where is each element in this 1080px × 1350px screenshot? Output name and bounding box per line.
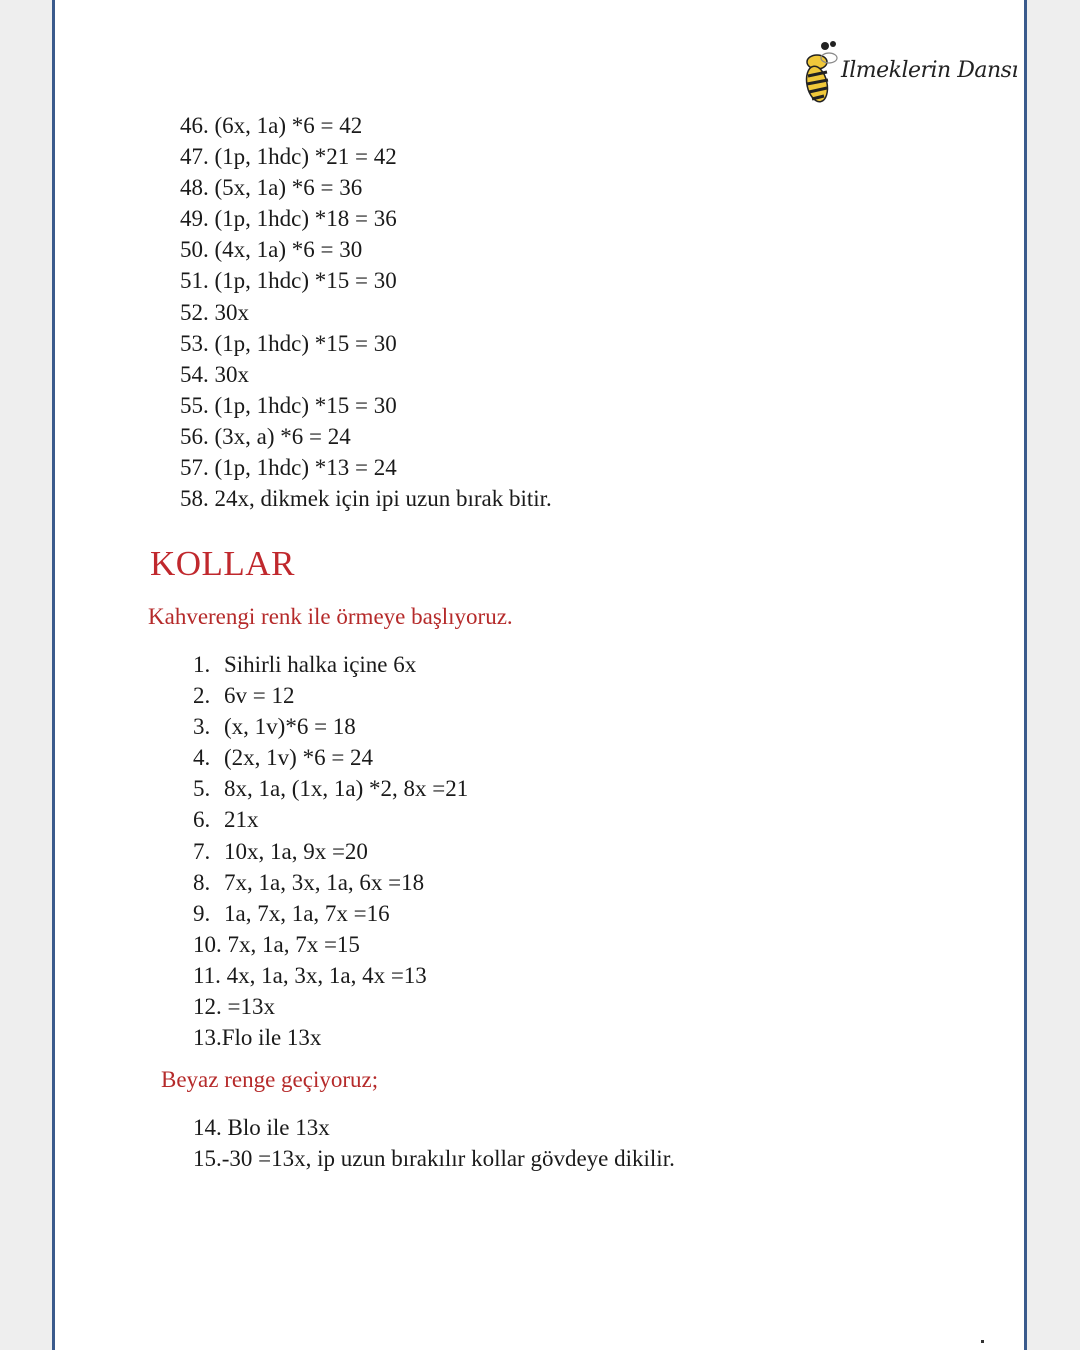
section-subtitle-white: Beyaz renge geçiyoruz;: [161, 1067, 379, 1092]
list-item: 6. 21x: [193, 807, 259, 833]
list-item: 5. 8x, 1a, (1x, 1a) *2, 8x =21: [193, 776, 469, 802]
list-item: 54. 30x: [180, 361, 249, 387]
instruction-list-body: [180, 110, 552, 514]
list-item: 10. 7x, 1a, 7x =15: [193, 931, 360, 957]
list-item: 11. 4x, 1a, 3x, 1a, 4x =13: [193, 962, 427, 988]
list-item: 46. (6x, 1a) *6 = 42: [180, 113, 363, 138]
list-item: 50. (4x, 1a) *6 = 30: [180, 237, 363, 263]
list-item: 2. 6v = 12: [193, 683, 295, 709]
list-item: 15.-30 =13x, ip uzun bırakılır kollar gövdeye dikilir.: [193, 1146, 675, 1171]
list-item: 12. =13x: [193, 994, 275, 1020]
page-mark: [981, 1340, 984, 1343]
logo-text: Ilmeklerin Dansı: [841, 58, 1018, 83]
list-item: 7. 10x, 1a, 9x =20: [193, 838, 368, 864]
list-item: 1. Sihirli halka içine 6x: [193, 652, 417, 677]
section-heading-kollar: KOLLAR: [150, 544, 295, 583]
instruction-list-kollar: [193, 649, 468, 1053]
document-page: [52, 0, 1027, 1350]
list-item: 13.Flo ile 13x: [193, 1025, 322, 1051]
list-item: 14. Blo ile 13x: [193, 1115, 330, 1140]
list-item: 4. (2x, 1v) *6 = 24: [193, 745, 374, 771]
instruction-list-beyaz: [193, 1112, 675, 1174]
list-item: 51. (1p, 1hdc) *15 = 30: [180, 268, 397, 294]
brand-logo: [803, 38, 1018, 108]
list-item: 52. 30x: [180, 299, 249, 325]
list-item: 48. (5x, 1a) *6 = 36: [180, 175, 363, 201]
list-item: 47. (1p, 1hdc) *21 = 42: [180, 144, 397, 170]
list-item: 57. (1p, 1hdc) *13 = 24: [180, 455, 397, 481]
list-item: 9. 1a, 7x, 1a, 7x =16: [193, 900, 390, 926]
list-item: 58. 24x, dikmek için ipi uzun bırak bitir.: [180, 486, 552, 512]
list-item: 3. (x, 1v)*6 = 18: [193, 714, 356, 740]
list-item: 49. (1p, 1hdc) *18 = 36: [180, 206, 397, 232]
list-item: 8. 7x, 1a, 3x, 1a, 6x =18: [193, 869, 425, 895]
bee-icon: [803, 38, 845, 108]
section-subtitle-brown: Kahverengi renk ile örmeye başlıyoruz.: [148, 604, 513, 629]
list-item: 56. (3x, a) *6 = 24: [180, 423, 351, 449]
list-item: 53. (1p, 1hdc) *15 = 30: [180, 330, 397, 356]
list-item: 55. (1p, 1hdc) *15 = 30: [180, 392, 397, 418]
